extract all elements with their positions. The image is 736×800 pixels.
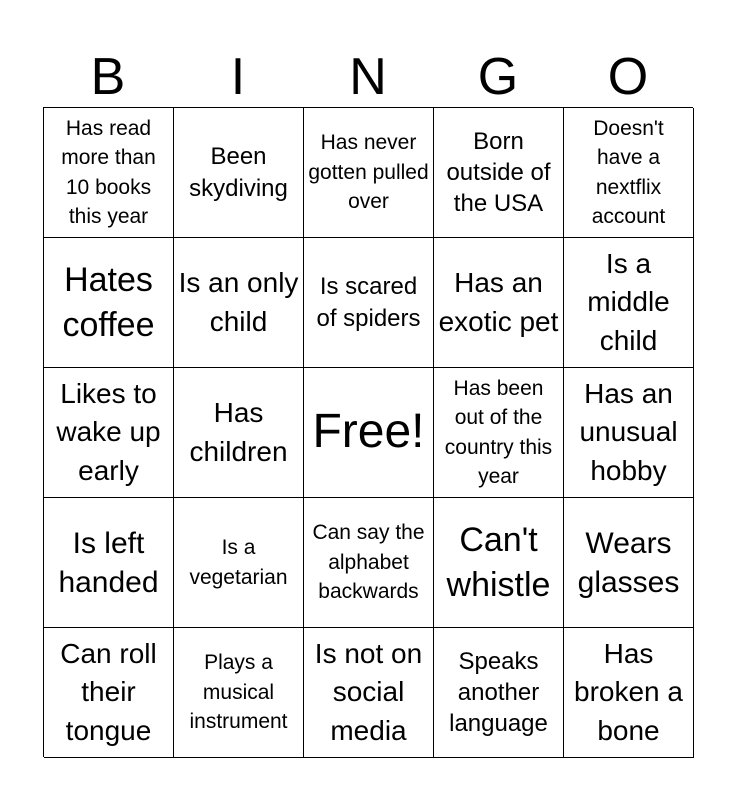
bingo-cell[interactable]	[564, 108, 694, 238]
bingo-cell[interactable]	[44, 628, 174, 758]
bingo-cell[interactable]	[304, 238, 434, 368]
header-letter-o: O	[607, 48, 649, 106]
cell-text: Can roll their tongue	[60, 637, 157, 746]
bingo-board	[43, 107, 693, 757]
bingo-cell[interactable]	[44, 108, 174, 238]
bingo-cell[interactable]	[44, 368, 174, 498]
cell-text: Been skydiving	[189, 143, 288, 202]
header-letter-b: B	[90, 48, 126, 106]
bingo-cell[interactable]	[564, 368, 694, 498]
cell-text: Is not on social media	[314, 637, 423, 746]
cell-text: Can't whistle	[446, 521, 551, 604]
cell-text: Has an unusual hobby	[579, 377, 678, 486]
bingo-cell[interactable]	[434, 628, 564, 758]
bingo-cell[interactable]	[434, 108, 564, 238]
cell-text: Has broken a bone	[574, 637, 683, 746]
bingo-cell[interactable]	[304, 628, 434, 758]
cell-text: Plays a musical instrument	[189, 651, 288, 734]
bingo-cell[interactable]	[174, 368, 304, 498]
bingo-cell[interactable]	[564, 238, 694, 368]
cell-text: Likes to wake up early	[56, 377, 161, 486]
cell-text: Has an exotic pet	[438, 266, 559, 337]
header-letter-g: G	[477, 48, 519, 106]
cell-text: Is a vegetarian	[189, 536, 288, 589]
bingo-cell[interactable]	[434, 368, 564, 498]
cell-text: Is scared of spiders	[316, 273, 421, 332]
cell-text: Hates coffee	[62, 261, 155, 344]
cell-text: Has read more than 10 books this year	[61, 116, 156, 228]
cell-text: Speaks another language	[449, 647, 548, 738]
cell-text: Has children	[189, 396, 288, 467]
cell-text: Is left handed	[58, 526, 159, 599]
bingo-header	[43, 46, 693, 108]
cell-text: Born outside of the USA	[446, 127, 551, 218]
cell-text: Is an only child	[178, 266, 299, 337]
bingo-cell[interactable]	[174, 628, 304, 758]
cell-text: Is a middle child	[587, 247, 670, 356]
bingo-cell[interactable]	[174, 238, 304, 368]
header-letter-i: I	[230, 48, 246, 106]
bingo-cell[interactable]	[174, 108, 304, 238]
free-space[interactable]	[304, 368, 434, 498]
free-space-label: Free!	[312, 405, 425, 459]
cell-text: Has never gotten pulled over	[308, 131, 429, 214]
header-letter-n: N	[349, 48, 387, 106]
cell-text: Wears glasses	[577, 526, 680, 599]
cell-text: Can say the alphabet backwards	[312, 521, 425, 604]
bingo-cell[interactable]	[434, 238, 564, 368]
bingo-cell[interactable]	[564, 498, 694, 628]
bingo-cell[interactable]	[304, 498, 434, 628]
bingo-cell[interactable]	[434, 498, 564, 628]
bingo-cell[interactable]	[564, 628, 694, 758]
bingo-cell[interactable]	[304, 108, 434, 238]
bingo-cell[interactable]	[174, 498, 304, 628]
bingo-cell[interactable]	[44, 498, 174, 628]
cell-text: Has been out of the country this year	[444, 376, 553, 488]
bingo-cell[interactable]	[44, 238, 174, 368]
cell-text: Doesn't have a nextflix account	[591, 116, 666, 228]
